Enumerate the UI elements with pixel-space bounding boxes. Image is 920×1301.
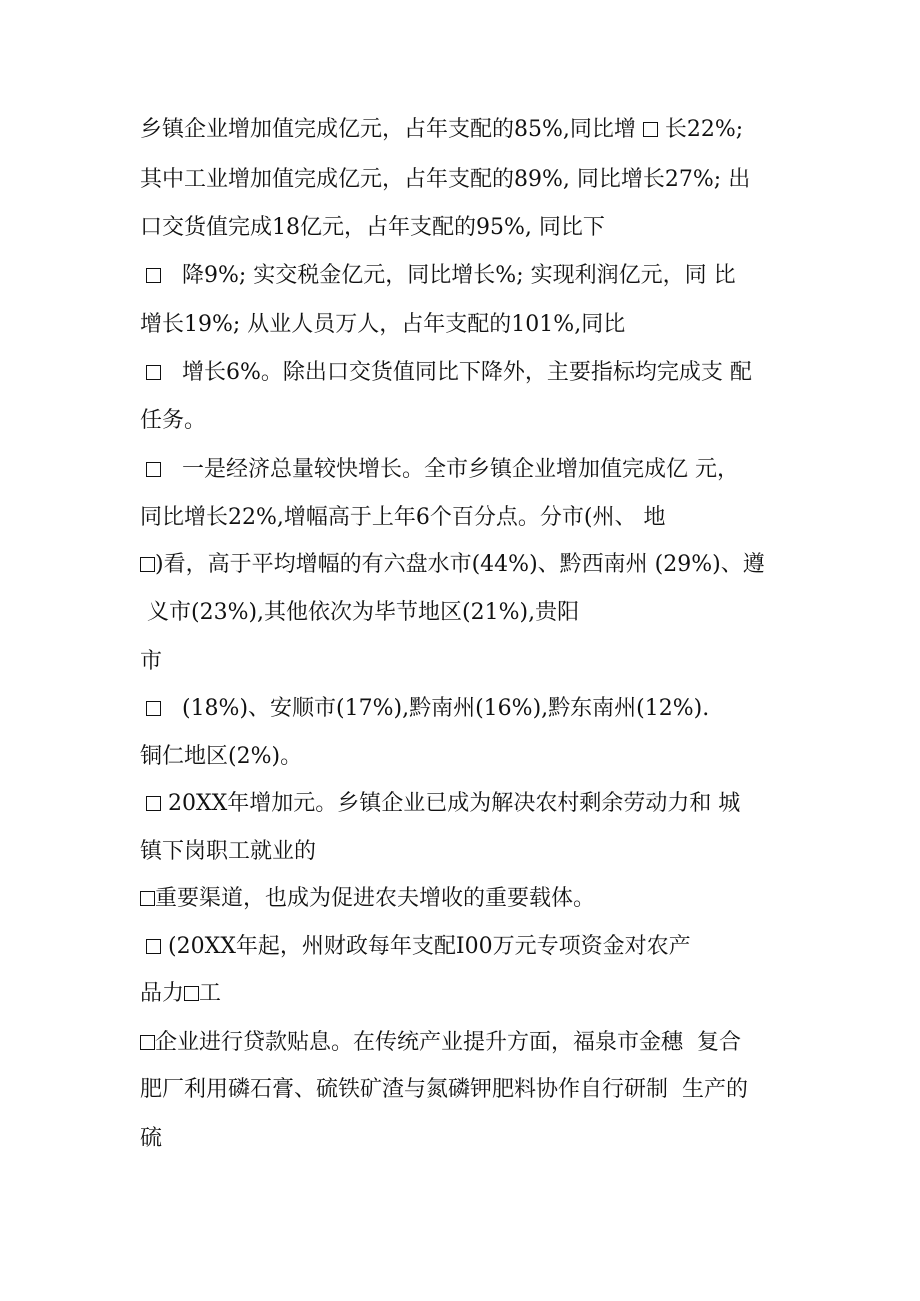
text-line [140,740,790,774]
text-line-start: 口交货值完成18亿元，占年支配的95%, 同比下 [140,215,605,240]
text-line [140,882,790,916]
missing-glyph-box [140,1035,155,1050]
text-line-start: 硫 [140,1126,163,1151]
missing-glyph-box [146,365,161,380]
text-line-end: 长22%; [657,117,744,142]
text-line [140,548,790,582]
text-line [140,308,790,342]
missing-glyph-box [146,939,161,954]
text-line-end: 企业进行贷款贴息。在传统产业提升方面，福泉市金穗 复合 [155,1030,741,1055]
missing-glyph-box [643,122,658,137]
missing-glyph-box [140,557,155,572]
text-line-start: 镇下岗职工就业的 [140,839,317,864]
text-line [140,1073,790,1107]
text-line [146,453,796,487]
text-line [140,977,790,1011]
text-line [146,787,796,821]
text-line-end: (18%)、安顺市(17%),黔南州(16%),黔东南州(12%). [161,696,710,721]
text-line-start: 任务。 [140,408,207,433]
text-line [140,211,790,245]
text-line-end: 增长6%。除出口交货值同比下降外，主要指标均完成支 配 [161,360,752,385]
text-line [140,835,790,869]
text-line-end: 降9%; 实交税金亿元，同比增长%; 实现利润亿元，同 比 [161,263,736,288]
missing-glyph-box [140,891,155,906]
text-line-end: )看，高于平均增幅的有六盘水市(44%)、黔西南州 (29%)、遵 [155,552,765,577]
text-line [140,163,790,197]
text-line-start: 乡镇企业增加值完成亿元，占年支配的85%,同比增 [140,117,643,142]
text-line [140,1026,790,1060]
text-line [140,645,790,679]
text-line-start: 同比增长22%,增幅高于上年6个百分点。分市(州、 地 [140,505,666,530]
text-line [140,113,790,147]
text-line [140,596,790,630]
text-line-start: 肥厂利用磷石膏、硫铁矿渣与氮磷钾肥料协作自行研制 生产的 [140,1077,748,1102]
missing-glyph-box [146,701,161,716]
text-line [146,692,796,726]
missing-glyph-box [146,268,161,283]
text-line-end: (20XX年起，州财政每年支配I00万元专项资金对农产 [161,934,691,959]
text-line-end: 工 [199,981,222,1006]
text-line [140,404,790,438]
text-line-start: 增长19%; 从业人员万人，占年支配的101%,同比 [140,312,626,337]
text-line-end: 一是经济总量较快增长。全市乡镇企业增加值完成亿 元， [161,457,739,482]
text-line-start: 义市(23%),其他依次为毕节地区(21%),贵阳 [140,600,580,625]
text-line [140,501,790,535]
text-line [146,930,796,964]
text-line-end: 20XX年增加元。乡镇企业已成为解决农村剩余劳动力和 城 [161,791,741,816]
text-line-end: 重要渠道，也成为促进农夫增收的重要载体。 [155,886,596,911]
text-line [146,356,796,390]
text-line-start: 其中工业增加值完成亿元，占年支配的89%, 同比增长27%; 出 [140,167,751,192]
text-line-start: 品力 [140,981,185,1006]
missing-glyph-box [146,462,161,477]
text-line [140,1122,790,1156]
missing-glyph-box [184,986,199,1001]
text-line-start: 市 [140,649,163,674]
missing-glyph-box [146,796,161,811]
text-line-start: 铜仁地区(2%)。 [140,744,303,769]
text-line [146,259,796,293]
